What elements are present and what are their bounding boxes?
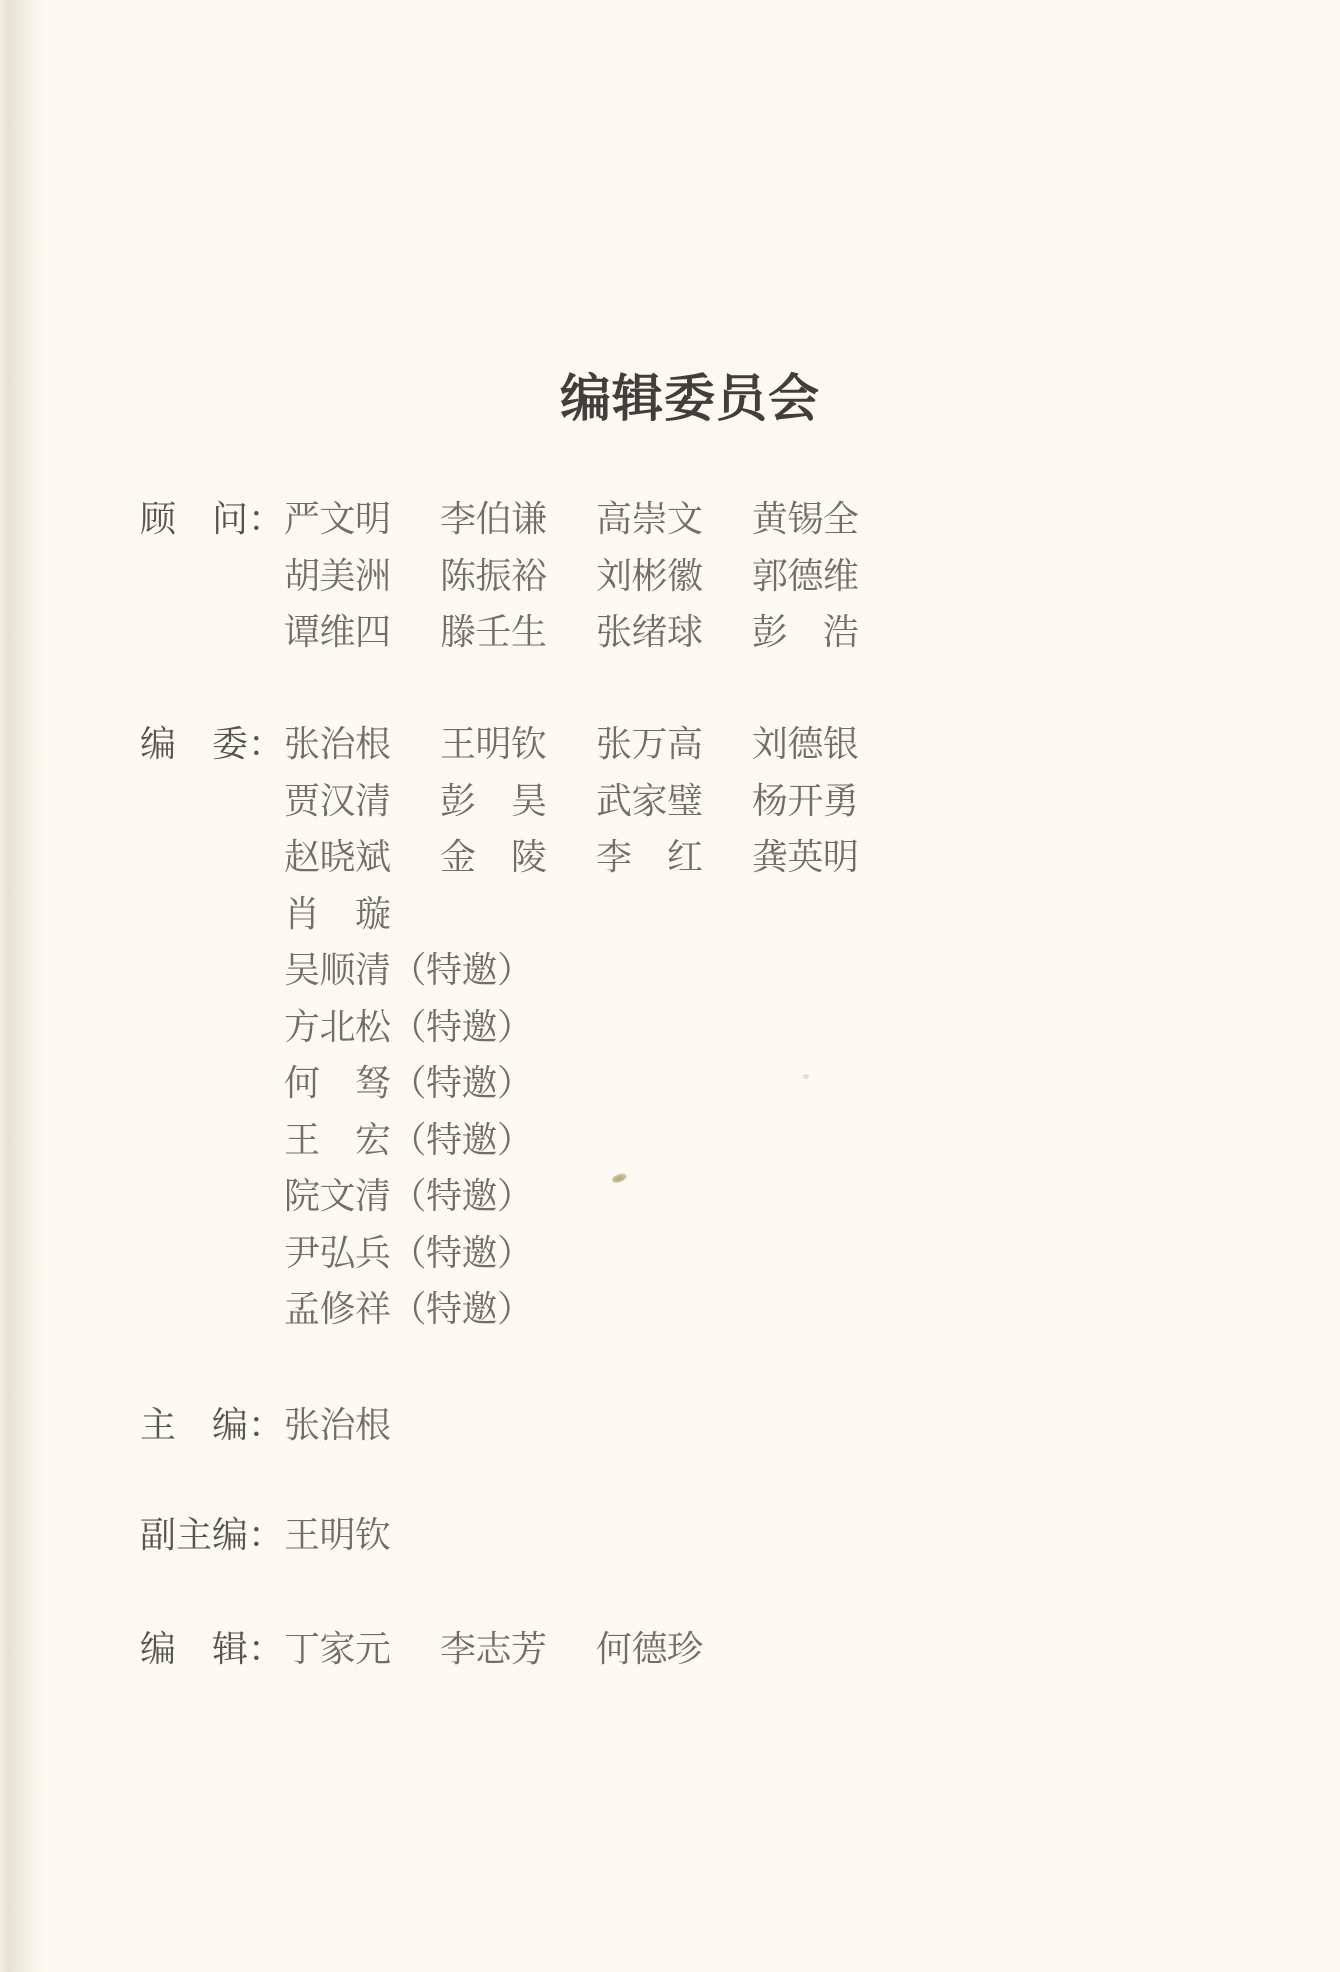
committee-member-name: 丁家元 xyxy=(284,1629,391,1670)
committee-member-name: 孟修祥（特邀） xyxy=(284,1289,533,1330)
committee-member-name: 彭 昊 xyxy=(439,780,547,822)
committee-member-name: 龚英明 xyxy=(751,837,859,878)
name-rows xyxy=(284,1622,702,1679)
name-row xyxy=(284,943,858,1000)
name-rows xyxy=(284,1508,391,1565)
committee-member-name: 刘彬徽 xyxy=(595,555,703,597)
committee-member-name: 张治根 xyxy=(284,1405,391,1446)
committee-member-name: 滕壬生 xyxy=(439,612,547,653)
committee-member-name: 张万高 xyxy=(595,724,703,765)
committee-member-name: 何 驽（特邀） xyxy=(284,1063,533,1104)
role-label: 副主编： xyxy=(140,1515,285,1556)
name-row xyxy=(284,1056,858,1113)
name-rows xyxy=(284,1398,391,1455)
committee-member-name: 胡美洲 xyxy=(284,555,391,597)
committee-member-name: 严文明 xyxy=(284,499,391,540)
committee-member-name: 何德珍 xyxy=(595,1629,703,1670)
committee-member-name: 武家璧 xyxy=(595,780,703,822)
name-row xyxy=(284,1113,858,1170)
name-row xyxy=(284,774,858,831)
committee-member-name: 金 陵 xyxy=(439,837,547,878)
committee-member-name: 黄锡全 xyxy=(751,499,859,540)
name-rows xyxy=(284,717,858,1339)
committee-member-name: 彭 浩 xyxy=(751,612,859,653)
committee-member-name: 王 宏（特邀） xyxy=(284,1119,533,1161)
committee-member-name: 方北松（特邀） xyxy=(284,1006,533,1048)
scan-speck xyxy=(803,1074,809,1079)
name-rows xyxy=(284,492,858,662)
name-row xyxy=(284,1508,391,1565)
name-row xyxy=(284,605,858,662)
committee-member-name: 张治根 xyxy=(284,724,391,765)
committee-member-name: 李伯谦 xyxy=(439,499,547,540)
name-row xyxy=(284,887,858,944)
name-row xyxy=(284,549,858,606)
committee-member-name: 赵晓斌 xyxy=(284,837,391,878)
section-chief-editor xyxy=(140,1398,391,1455)
name-row xyxy=(284,1282,858,1339)
name-row xyxy=(284,1622,702,1679)
committee-member-name: 院文清（特邀） xyxy=(284,1176,533,1217)
committee-member-name: 王明钦 xyxy=(284,1515,391,1556)
name-row xyxy=(284,1226,858,1283)
role-label: 顾 问： xyxy=(140,499,285,540)
name-row xyxy=(284,830,858,887)
section-advisors xyxy=(140,492,858,662)
section-deputy-chief-editor xyxy=(140,1508,391,1565)
committee-member-name: 李志芳 xyxy=(439,1629,547,1670)
section-editorial-board xyxy=(140,717,858,1339)
committee-member-name: 吴顺清（特邀） xyxy=(284,950,533,991)
role-label: 主 编： xyxy=(140,1405,285,1446)
role-label: 编 辑： xyxy=(140,1629,285,1670)
committee-member-name: 肖 璇 xyxy=(284,893,391,935)
page-title: 编辑委员会 xyxy=(559,369,820,429)
committee-member-name: 尹弘兵（特邀） xyxy=(284,1232,533,1274)
role-label: 编 委： xyxy=(140,724,285,765)
section-editors xyxy=(140,1622,702,1679)
committee-member-name: 郭德维 xyxy=(751,555,859,597)
committee-member-name: 陈振裕 xyxy=(439,555,547,597)
committee-member-name: 杨开勇 xyxy=(751,780,859,822)
committee-member-name: 张绪球 xyxy=(595,612,703,653)
name-row xyxy=(284,1169,858,1226)
committee-member-name: 谭维四 xyxy=(284,612,391,653)
name-row xyxy=(284,1398,391,1455)
name-row xyxy=(284,492,858,549)
committee-member-name: 贾汉清 xyxy=(284,780,391,822)
page-binding-shadow xyxy=(0,0,48,1972)
committee-member-name: 高崇文 xyxy=(595,499,703,540)
committee-member-name: 王明钦 xyxy=(439,724,547,765)
committee-member-name: 刘德银 xyxy=(751,724,859,765)
committee-member-name: 李 红 xyxy=(595,837,703,878)
name-row xyxy=(284,717,858,774)
name-row xyxy=(284,1000,858,1057)
